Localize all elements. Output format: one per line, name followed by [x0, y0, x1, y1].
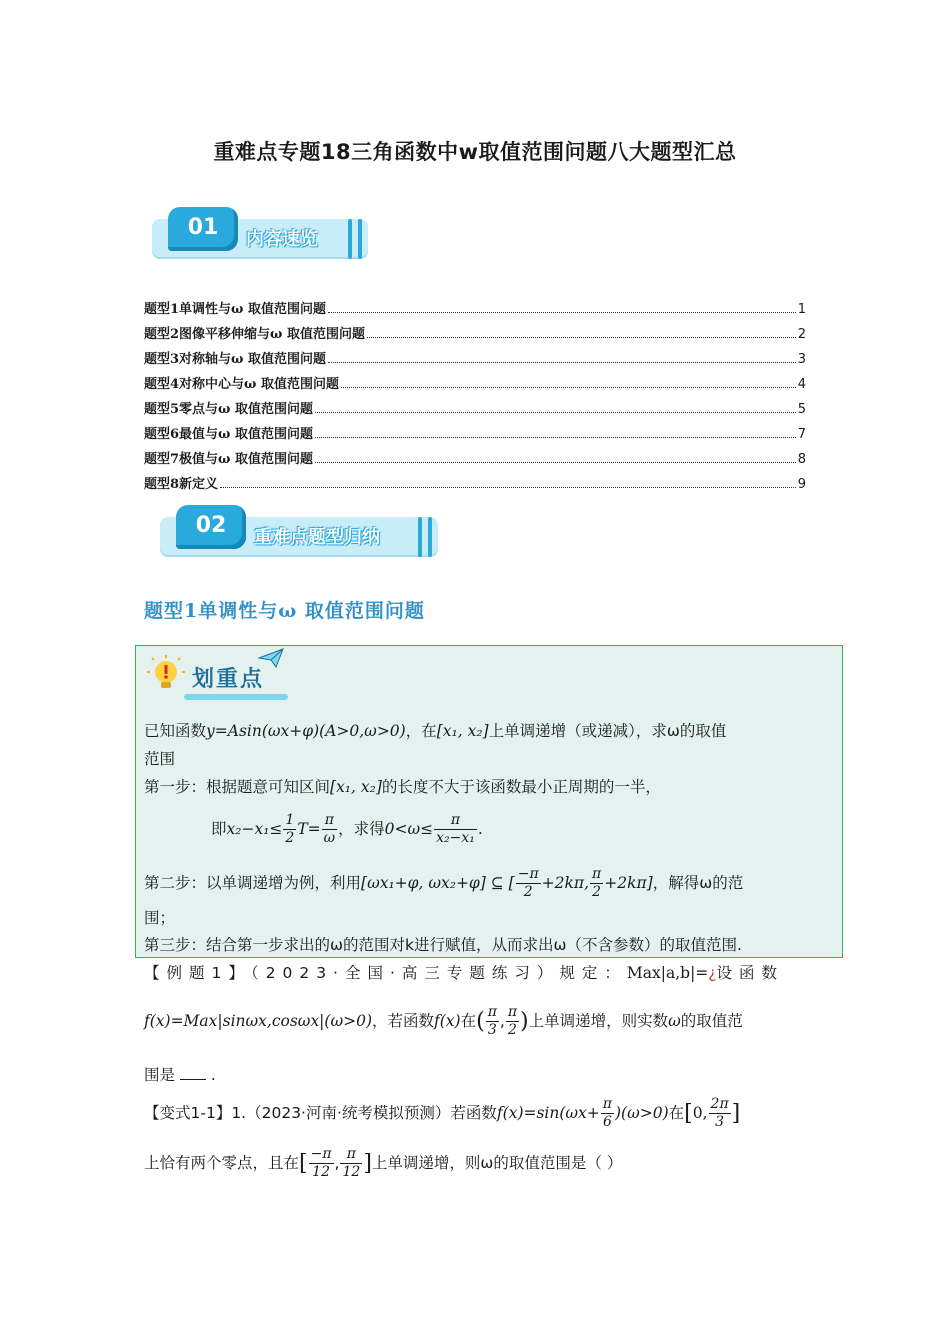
fraction: $\frac{-\pi}{2}$ — [517, 866, 539, 900]
toc-leader-dots — [341, 387, 796, 388]
fraction: $\frac{\pi}{12}$ — [342, 1146, 361, 1180]
section-heading: 题型1单调性与ω 取值范围问题 — [144, 600, 425, 622]
section-banner-types — [160, 505, 440, 551]
fraction: $\frac{\pi}{\omega}$ — [323, 812, 336, 846]
paper-plane-icon — [258, 648, 284, 668]
page-title: 重难点专题18三角函数中w取值范围问题八大题型汇总 — [213, 140, 737, 164]
toc-item-label: 题型7极值与ω 取值范围问题 — [144, 452, 313, 467]
key-point-intro-cont: 范围 — [144, 750, 176, 768]
toc-item-page: 5 — [797, 402, 806, 417]
toc-item-page: 7 — [797, 427, 806, 442]
toc-item-page: 4 — [797, 377, 806, 392]
toc-item-label: 题型4对称中心与ω 取值范围问题 — [144, 377, 339, 392]
toc-item[interactable] — [144, 473, 806, 498]
fraction: $\frac{1}{2}$ — [285, 812, 295, 846]
banner-stripe — [418, 517, 422, 557]
toc-item[interactable] — [144, 448, 806, 473]
example-1-line3: 围是 . — [144, 1062, 216, 1089]
toc-item-label: 题型1单调性与ω 取值范围问题 — [144, 302, 326, 317]
banner-stripe — [348, 219, 352, 259]
badge-text: 划重点 — [192, 666, 265, 692]
toc-item[interactable] — [144, 423, 806, 448]
fraction: $\frac{\pi}{3}$ — [487, 1004, 497, 1038]
variant-1-1-line1: 【变式1-1】1.（2023·河南·统考模拟预测）若函数f(x)=sin(ωx+ $\frac{\pi}{6}$ )(ω>0)在[0, $\frac{2\pi}{3}$ ] — [144, 1096, 741, 1130]
toc-item-label: 题型2图像平移伸缩与ω 取值范围问题 — [144, 327, 365, 342]
toc-item[interactable] — [144, 298, 806, 323]
key-points-badge — [146, 650, 288, 702]
toc-item-label: 题型6最值与ω 取值范围问题 — [144, 427, 313, 442]
toc-item-page: 3 — [797, 352, 806, 367]
badge-underline — [184, 694, 288, 700]
banner-stripe — [428, 517, 432, 557]
key-point-step2-cont: 围； — [144, 909, 176, 927]
lightbulb-icon — [146, 654, 186, 694]
key-point-step1-formula: 即x₂−x₁≤ $\frac{1}{2}$ T= $\frac{\pi}{\omega}$ ，求得0<ω≤ $\frac{\pi}{\text{x₂−x₁}}$ . — [211, 812, 483, 846]
toc-leader-dots — [328, 312, 796, 313]
fraction: $\frac{\pi}{2}$ — [507, 1004, 518, 1038]
toc-item-label: 题型3对称轴与ω 取值范围问题 — [144, 352, 326, 367]
banner-number: 02 — [176, 505, 246, 549]
toc-item-label: 题型8新定义 — [144, 477, 219, 492]
key-point-intro: 已知函数y=Asin(ωx+φ)(A>0,ω>0)，在[x₁, x₂]上单调递增（或递减），求ω的取值 — [144, 722, 727, 740]
banner-number: 01 — [168, 207, 238, 251]
example-1-line1: 【例题1】（2023·全国·高三专题练习）规定：Max|a,b|=¿设函数 — [144, 964, 785, 982]
banner-text: 内容速览 — [246, 229, 318, 250]
answer-blank[interactable] — [180, 1063, 206, 1080]
fraction: $\frac{\pi}{6}$ — [602, 1096, 612, 1130]
banner-stripe — [358, 219, 362, 259]
section-banner-contents — [152, 207, 372, 253]
example-1-line2: f(x)=Max|sinωx,cosωx|(ω>0)，若函数f(x)在( $\frac{\pi}{3}$ , $\frac{\pi}{2}$ )上单调递增，则实数ω的取值范 — [144, 1004, 743, 1038]
fraction: $\frac{\pi}{\text{x₂−x₁}}$ — [436, 812, 475, 846]
toc-item-page: 8 — [797, 452, 806, 467]
toc-item-page: 9 — [797, 477, 806, 492]
toc-leader-dots — [315, 462, 796, 463]
key-point-step1: 第一步：根据题意可知区间[x₁, x₂]的长度不大于该函数最小正周期的一半， — [144, 778, 661, 796]
toc-leader-dots — [367, 337, 796, 338]
toc-item[interactable] — [144, 398, 806, 423]
toc-item[interactable] — [144, 323, 806, 348]
toc-item[interactable] — [144, 373, 806, 398]
key-point-step2: 第二步：以单调递增为例，利用[ωx₁+φ, ωx₂+φ] ⊆ [ $\frac{-\pi}{2}$ +2kπ, $\frac{\pi}{2}$ +2kπ]，解得ω的范 — [144, 866, 744, 900]
toc-item-page: 2 — [797, 327, 806, 342]
variant-1-1-line2: 上恰有两个零点，且在[ $\frac{-\pi}{12}$ , $\frac{\pi}{12}$ ]上单调递增，则ω的取值范围是（ ） — [144, 1146, 623, 1180]
toc-item[interactable] — [144, 348, 806, 373]
toc-item-page: 1 — [797, 302, 806, 317]
toc-leader-dots — [315, 412, 796, 413]
toc-leader-dots — [220, 487, 796, 488]
toc-leader-dots — [315, 437, 796, 438]
table-of-contents — [144, 298, 806, 498]
toc-leader-dots — [328, 362, 796, 363]
key-point-step3: 第三步：结合第一步求出的ω的范围对k进行赋值，从而求出ω（不含参数）的取值范围. — [144, 936, 742, 954]
fraction: $\frac{\pi}{2}$ — [592, 866, 602, 900]
toc-item-label: 题型5零点与ω 取值范围问题 — [144, 402, 313, 417]
fraction: $\frac{2\pi}{3}$ — [710, 1096, 729, 1130]
fraction: $\frac{-\pi}{12}$ — [310, 1146, 332, 1180]
banner-text: 重难点题型归纳 — [254, 527, 380, 548]
